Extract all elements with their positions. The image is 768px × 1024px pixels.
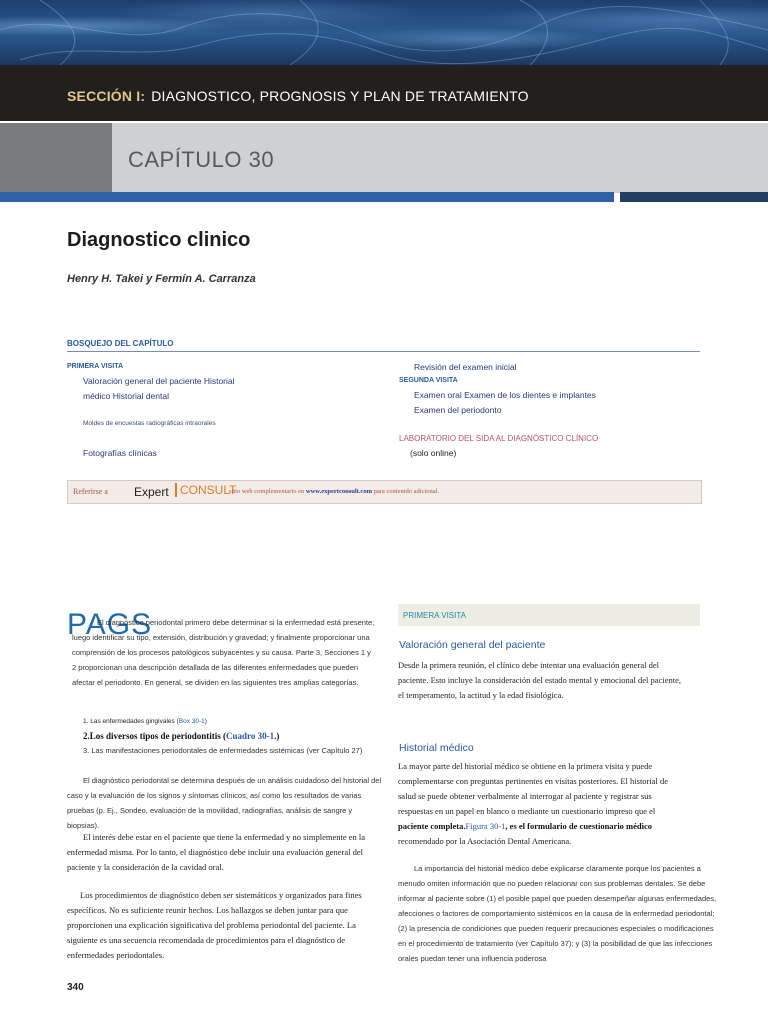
outline-link-periodonto[interactable]: Examen del periodonto: [414, 405, 502, 415]
body-text-line: complementarse con preguntas pertinentes en visitas posteriores. El historial de: [398, 776, 669, 786]
consult-expert-logo: Expert: [134, 485, 169, 499]
authors: Henry H. Takei y Fermín A. Carranza: [67, 273, 256, 285]
list-item-3: 3. Las manifestaciones periodontales de enfermedades sistémicas (ver Capítulo 27): [83, 746, 363, 755]
body-text-line: El interés debe estar en el paciente que tiene la enfermedad y no simplemente en la: [83, 832, 366, 842]
body-text-line: (2) la presencia de condiciones que pueden requerir precauciones especiales o modificaciones: [398, 924, 714, 933]
list-item-2-text: 2.Los diversos tipos de periodontitis (: [83, 731, 227, 741]
chapter-rule: [0, 192, 614, 202]
consult-text-2: para contenido adicional.: [373, 488, 440, 495]
chapter-band: [0, 123, 768, 193]
body-text-line: proporcionen una explicación significativa del problema periodontal del paciente. La: [67, 920, 356, 930]
chapter-label: CAPÍTULO 30: [128, 147, 275, 172]
body-text-line: salud se puede obtener verbalmente al interrogar al paciente y registrar sus: [398, 791, 652, 801]
body-text-line: El diagnóstico periodontal se determina después de un análisis cuidadoso del historial del: [83, 776, 382, 785]
body-text-line: pruebas (p. Ej., Sondeo, evaluación de la movilidad, radiografías, análisis de sangre y: [67, 806, 353, 815]
subheading-valoracion: Valoración general del paciente: [399, 639, 546, 651]
outline-link-fotografias[interactable]: Fotografías clínicas: [83, 448, 157, 458]
body-text-line: El diagnóstico periodontal primero debe determinar si la enfermedad está presente;: [97, 618, 375, 627]
body-text-line: paciente. Esto incluye la consideración del estado mental y emocional del paciente,: [398, 675, 681, 685]
body-text-line: comprensión de los procesos patológicos subyacentes y su causa. Parte 3, Secciones 1 y: [72, 648, 371, 657]
chapter-band-accent: [0, 123, 112, 193]
body-text-line: orales puedan tener una influencia poderosa: [398, 954, 547, 963]
body-text-line-figura: [398, 819, 652, 834]
body-text-line: luego identificar su tipo, extensión, distribución y gravedad; y finalmente proporcionar una: [72, 633, 370, 642]
body-text-line: respuestas en un papel en blanco o mediante un cuestionario impreso que el: [398, 806, 656, 816]
list-item-1: [83, 718, 207, 725]
body-text-line: enfermedades periodontales.: [67, 950, 165, 960]
consult-text-1: sitio web complementario en: [229, 488, 305, 495]
body-text-line: Desde la primera reunión, el clínico debe intentar una evaluación general del: [398, 660, 660, 670]
body-text-line: enfermedad misma. Por lo tanto, el diagnóstico debe incluir una evaluación general del: [67, 847, 363, 857]
outline-link-valoracion[interactable]: Valoración general del paciente Historial: [83, 376, 235, 386]
outline-link-moldes[interactable]: Moldes de encuestas radiográficas intraorales: [83, 420, 216, 427]
consult-consult-logo: CONSULT: [175, 483, 236, 497]
body-text-line: paciente y la consideración de la cavidad oral.: [67, 862, 224, 872]
formulario-text: , es el formulario de cuestionario médico: [505, 821, 653, 831]
chapter-rule-end: [620, 192, 768, 202]
section-heading: [67, 88, 529, 104]
body-text-line: afectar el periodonto. En general, se dividen en las siguientes tres amplias categorías.: [72, 678, 359, 687]
consult-text: [229, 488, 439, 495]
body-text-line: el temperamento, la actitud y la edad fisiológica.: [398, 690, 564, 700]
body-text-line: La importancia del historial médico debe explicarse claramente porque los pacientes a: [414, 864, 701, 873]
outline-segunda-visita: SEGUNDA VISITA: [399, 377, 458, 384]
body-text-line: Los procedimientos de diagnóstico deben ser sistemáticos y organizados para fines: [80, 890, 362, 900]
section-title: DIAGNOSTICO, PROGNOSIS Y PLAN DE TRATAMIENTO: [151, 88, 529, 104]
primera-visita-label: PRIMERA VISITA: [403, 611, 466, 620]
body-text-line: informar al paciente sobre (1) el posible papel que pueden desempeñar algunas enfermedades,: [398, 894, 717, 903]
body-text-line: 2 proporcionan una descripción detallada de las diferentes enfermedades que pueden: [72, 663, 359, 672]
body-text-line: caso y la evaluación de los signos y síntomas clínicos, así como los resultados de varias: [67, 791, 362, 800]
consult-refer: Referirse a: [73, 487, 108, 496]
paciente-completa-text: paciente completa.: [398, 821, 466, 831]
body-text-line: afecciones o factores de comportamiento sistémicos en la causa de la enfermedad periodontal;: [398, 909, 715, 918]
outline-online-note: (solo online): [410, 448, 457, 458]
expert-consult-banner[interactable]: [67, 480, 702, 504]
outline-link-examen-oral[interactable]: Examen oral Examen de los dientes e implantes: [414, 390, 596, 400]
body-text-line: menudo omiten información que no pueden relacionar con sus problemas dentales. Se debe: [398, 879, 706, 888]
drop-heading: PAGS: [67, 608, 153, 641]
section-label: SECCIÓN I:: [67, 88, 146, 104]
figura-30-1-link[interactable]: Figura 30-1: [465, 821, 506, 831]
chapter-title: Diagnostico clinico: [67, 229, 251, 251]
box-30-1-link[interactable]: Box 30-1: [178, 718, 205, 725]
body-text-line: recomendado por la Asociación Dental Americana.: [398, 836, 572, 846]
cuadro-30-1-link[interactable]: Cuadro 30-1: [226, 731, 275, 741]
list-item-2-end: .): [274, 731, 280, 741]
list-item-1-end: ): [204, 718, 207, 725]
body-text-line: siguiente es una secuencia recomendada de procedimientos para el diagnóstico de: [67, 935, 346, 945]
body-text-line: en el procedimiento de tratamiento (ver Capítulo 37); y (3) la posibilidad de que las infecciones: [398, 939, 713, 948]
primera-visita-box: [398, 604, 700, 626]
consult-url[interactable]: www.expertconsult.com: [305, 488, 372, 495]
outline-heading: BOSQUEJO DEL CAPÍTULO: [67, 339, 174, 348]
outline-link-historial[interactable]: médico Historial dental: [83, 391, 169, 401]
outline-link-laboratorio[interactable]: LABORATORIO DEL SIDA AL DIAGNÓSTICO CLÍNICO: [399, 434, 599, 443]
outline-primera-visita: PRIMERA VISITA: [67, 363, 124, 370]
subheading-historial: Historial médico: [399, 742, 474, 754]
header-banner-image: [0, 0, 768, 65]
outline-link-revision[interactable]: Revisión del examen inicial: [414, 362, 517, 372]
outline-divider: [67, 351, 700, 352]
list-item-2: [83, 731, 279, 741]
body-text-line: La mayor parte del historial médico se obtiene en la primera visita y puede: [398, 761, 653, 771]
list-item-1-text: 1. Las enfermedades gingivales (: [83, 718, 179, 725]
body-text-line: específicos. No es suficiente reunir hechos. Los hallazgos se deben juntar para que: [67, 905, 348, 915]
page-number: 340: [67, 982, 84, 993]
cell-pattern-decoration: [0, 0, 768, 65]
body-text-line: biopsias).: [67, 821, 100, 830]
